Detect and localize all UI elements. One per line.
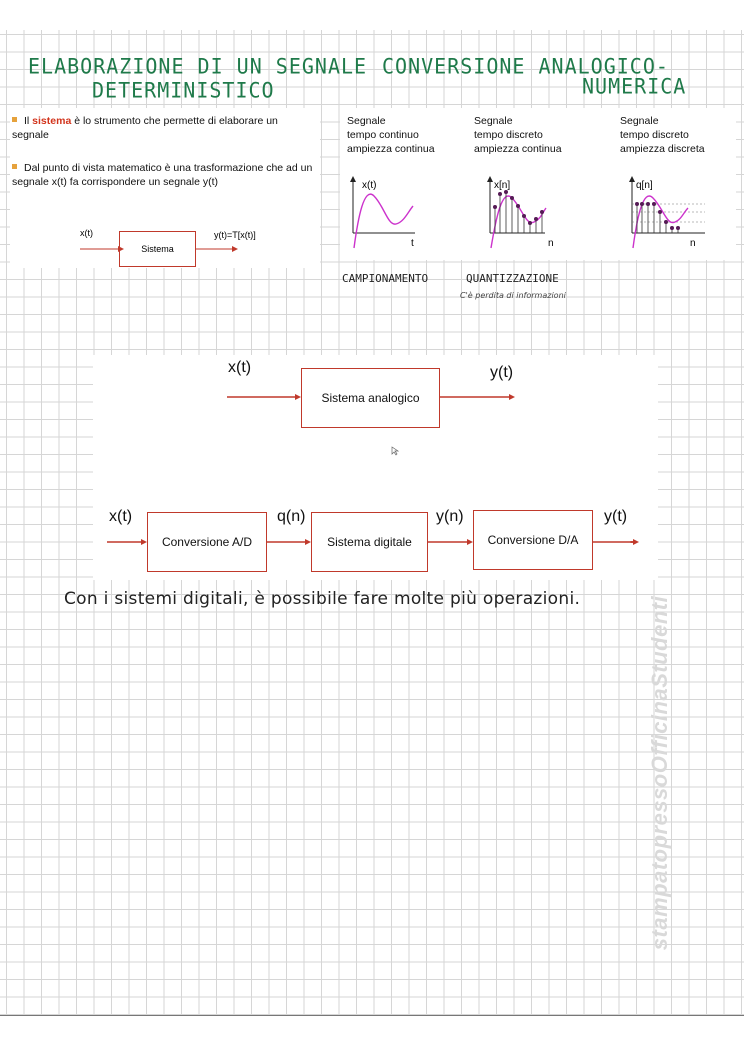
q-n-label: q(n)	[277, 508, 306, 525]
plot3-ylabel: q[n]	[636, 180, 653, 191]
plot2-ylabel: x[n]	[494, 180, 511, 191]
note-quantizzazione: QUANTIZZAZIONE	[466, 272, 559, 285]
page-bottom-border	[0, 1015, 744, 1016]
sistema-digitale-box: Sistema digitale	[311, 512, 428, 572]
y-n-label: y(n)	[436, 508, 464, 525]
top-input-label: x(t)	[228, 359, 252, 376]
note-perdita: C'è perdita di informazioni	[460, 291, 566, 300]
slide1-output-label: y(t)=T[x(t)]	[214, 230, 256, 240]
top-output-label: y(t)	[490, 364, 514, 381]
watermark: stampatopressoOfficinaStudenti	[647, 595, 672, 951]
slide-segnali	[340, 108, 736, 260]
output-arrow	[593, 532, 663, 552]
note-bottom: Con i sistemi digitali, è possibile fare molte più operazioni.	[64, 589, 581, 609]
title-right-line2: NUMERICA	[582, 73, 687, 99]
bullet1-highlight: sistema	[32, 115, 72, 127]
conversione-da-box: Conversione D/A	[473, 510, 593, 570]
sistema-analogico-box: Sistema analogico	[301, 368, 440, 428]
bullet2-text: Dal punto di vista matematico è una trasformazione che ad un segnale x(t) fa corrispondere un segnale y(t)	[12, 162, 313, 188]
slide-sistema	[10, 108, 320, 268]
col3-line1: Segnale	[620, 115, 659, 127]
note-campionamento: CAMPIONAMENTO	[342, 272, 429, 285]
col2-line1: Segnale	[474, 115, 513, 127]
col2-line2: tempo discreto	[474, 129, 543, 141]
sistema-box: Sistema	[119, 231, 196, 267]
plot1-xlabel: t	[411, 238, 414, 249]
col1-line2: tempo continuo	[347, 129, 419, 141]
col1-line1: Segnale	[347, 115, 386, 127]
plot1-ylabel: x(t)	[362, 180, 377, 191]
plot-quantized	[629, 176, 705, 249]
slide1-input-label: x(t)	[80, 228, 93, 238]
bottom-output-label: y(t)	[604, 508, 628, 525]
col3-line3: ampiezza discreta	[620, 143, 705, 155]
col2-line3: ampiezza continua	[474, 143, 562, 155]
col1-line3: ampiezza continua	[347, 143, 435, 155]
title-right-line1: CONVERSIONE ANALOGICO-	[382, 53, 669, 79]
plot2-xlabel: n	[548, 238, 554, 249]
plot-continuous	[350, 176, 415, 249]
cursor-icon	[391, 446, 399, 456]
bullet1-prefix: Il	[24, 115, 33, 127]
bottom-input-label: x(t)	[109, 508, 133, 525]
block-diagram	[93, 355, 658, 580]
signal-plots	[340, 108, 736, 260]
title-left-line2: DETERMINISTICO	[92, 77, 275, 103]
conversione-ad-box: Conversione A/D	[147, 512, 267, 572]
title-left-line1: ELABORAZIONE DI UN SEGNALE	[28, 53, 368, 79]
bullet1-rest: è lo strumento che permette di elaborare un segnale	[12, 115, 278, 141]
plot3-xlabel: n	[690, 238, 696, 249]
plot-sampled	[487, 176, 554, 249]
col3-line2: tempo discreto	[620, 129, 689, 141]
